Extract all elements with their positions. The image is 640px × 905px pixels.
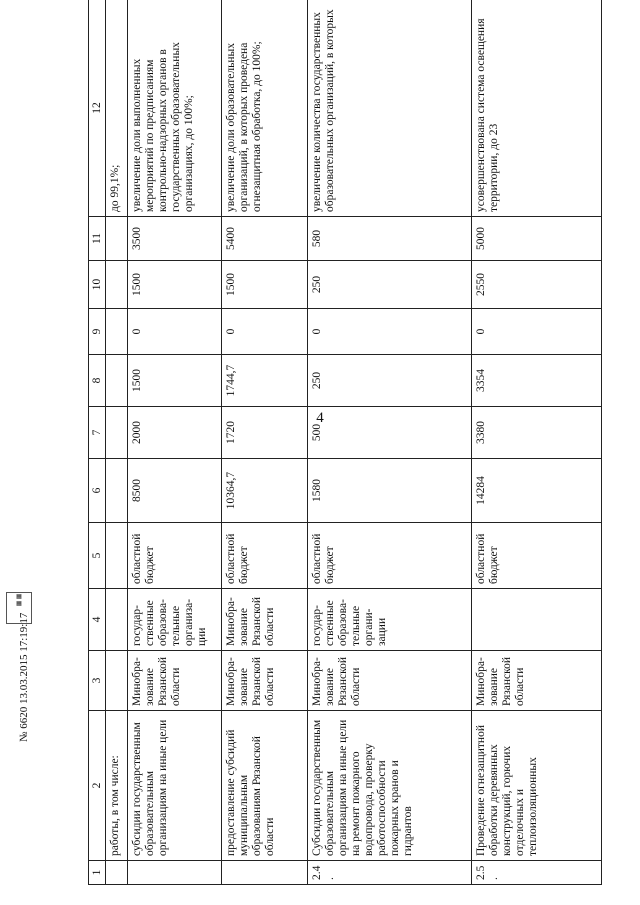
header-cell: 2 [89,711,106,861]
table-row [128,0,222,885]
rotated-table-container [88,0,601,885]
funding-source: областной бюджет [128,523,222,589]
participant: государ-ственные образова-тельные организа-ции [128,589,222,651]
executor: Минобра-зование Рязанской области [308,651,472,711]
expected-result: увеличение доли выполненных мероприятий по предписаниям контрольно-надзорных органов в государственных образовательных организациях, до 100%; [128,0,222,217]
executor [106,651,128,711]
year-value [106,217,128,261]
header-cell: 8 [89,355,106,407]
year-value: 3354 [472,355,602,407]
year-value: 1744,7 [222,355,308,407]
row-number [222,861,308,885]
executor: Минобра-зование Рязанской области [222,651,308,711]
table-row [472,0,602,885]
header-cell: 1 [89,861,106,885]
header-cell: 6 [89,459,106,523]
executor: Минобра-зование Рязанской области [128,651,222,711]
year-value: 3500 [128,217,222,261]
header-cell: 3 [89,651,106,711]
year-value: 2000 [128,407,222,459]
executor: Минобра-зование Рязанской области [472,651,602,711]
header-cell: 7 [89,407,106,459]
funding-source [106,523,128,589]
header-cell: 4 [89,589,106,651]
year-value: 250 [308,355,472,407]
year-value: 0 [308,309,472,355]
row-number [106,861,128,885]
page-number: 4 [316,410,324,426]
funding-source: областной бюджет [472,523,602,589]
expected-result: увеличение доли образовательных организаций, в которых проведена огнезащитная обработка, до 100%; [222,0,308,217]
row-number [128,861,222,885]
year-value: 2550 [472,261,602,309]
year-value [106,309,128,355]
year-value: 5400 [222,217,308,261]
year-value: 0 [222,309,308,355]
header-cell: 5 [89,523,106,589]
header-cell: 12 [89,0,106,217]
header-row [89,0,106,885]
year-value: 0 [128,309,222,355]
program-table [88,0,602,885]
table-row [106,0,128,885]
total-amount [106,459,128,523]
header-cell: 11 [89,217,106,261]
participant [106,589,128,651]
year-value: 3380 [472,407,602,459]
participant: Минобра-зование Рязанской области [222,589,308,651]
year-value: 1500 [128,261,222,309]
year-value: 500 [308,407,472,459]
row-description: Проведение огнезащитной обработки деревянных конструкций, горючих отделочных и теплоизоляционных [472,711,602,861]
year-value [106,261,128,309]
total-amount: 8500 [128,459,222,523]
total-amount: 14284 [472,459,602,523]
total-amount: 1580 [308,459,472,523]
year-value: 1500 [222,261,308,309]
participant: государ-ственные образова-тельные органи-зации [308,589,472,651]
funding-source: областной бюджет [308,523,472,589]
table-row [308,0,472,885]
year-value [106,355,128,407]
year-value: 0 [472,309,602,355]
participant [472,589,602,651]
row-description: Субсидии государственным образовательным организациям на иные цели на ремонт пожарного водопровода, проверку работоспособности пожарных кранов и гидрантов [308,711,472,861]
header-cell: 10 [89,261,106,309]
year-value: 1500 [128,355,222,407]
expected-result: усовершенствована система освещения территории, до 23 [472,0,602,217]
total-amount: 10364,7 [222,459,308,523]
expected-result: увеличение количества государственных образовательных организаций, в которых [308,0,472,217]
year-value: 580 [308,217,472,261]
year-value: 1720 [222,407,308,459]
header-cell: 9 [89,309,106,355]
funding-source: областной бюджет [222,523,308,589]
table-row [222,0,308,885]
row-number: 2.4. [308,861,472,885]
year-value: 250 [308,261,472,309]
expected-result: до 99,1%; [106,0,128,217]
row-number: 2.5. [472,861,602,885]
row-description: субсидии государственным образовательным организациям на иные цели [128,711,222,861]
registration-footer: № 6620 13.03.2015 17:19:17 [18,612,30,742]
row-description: работы, в том числе: [106,711,128,861]
registration-stamp-icon: ▦ ▦ [6,592,32,624]
year-value: 5000 [472,217,602,261]
row-description: предоставление субсидий муниципальным образованиям Рязанской области [222,711,308,861]
year-value [106,407,128,459]
